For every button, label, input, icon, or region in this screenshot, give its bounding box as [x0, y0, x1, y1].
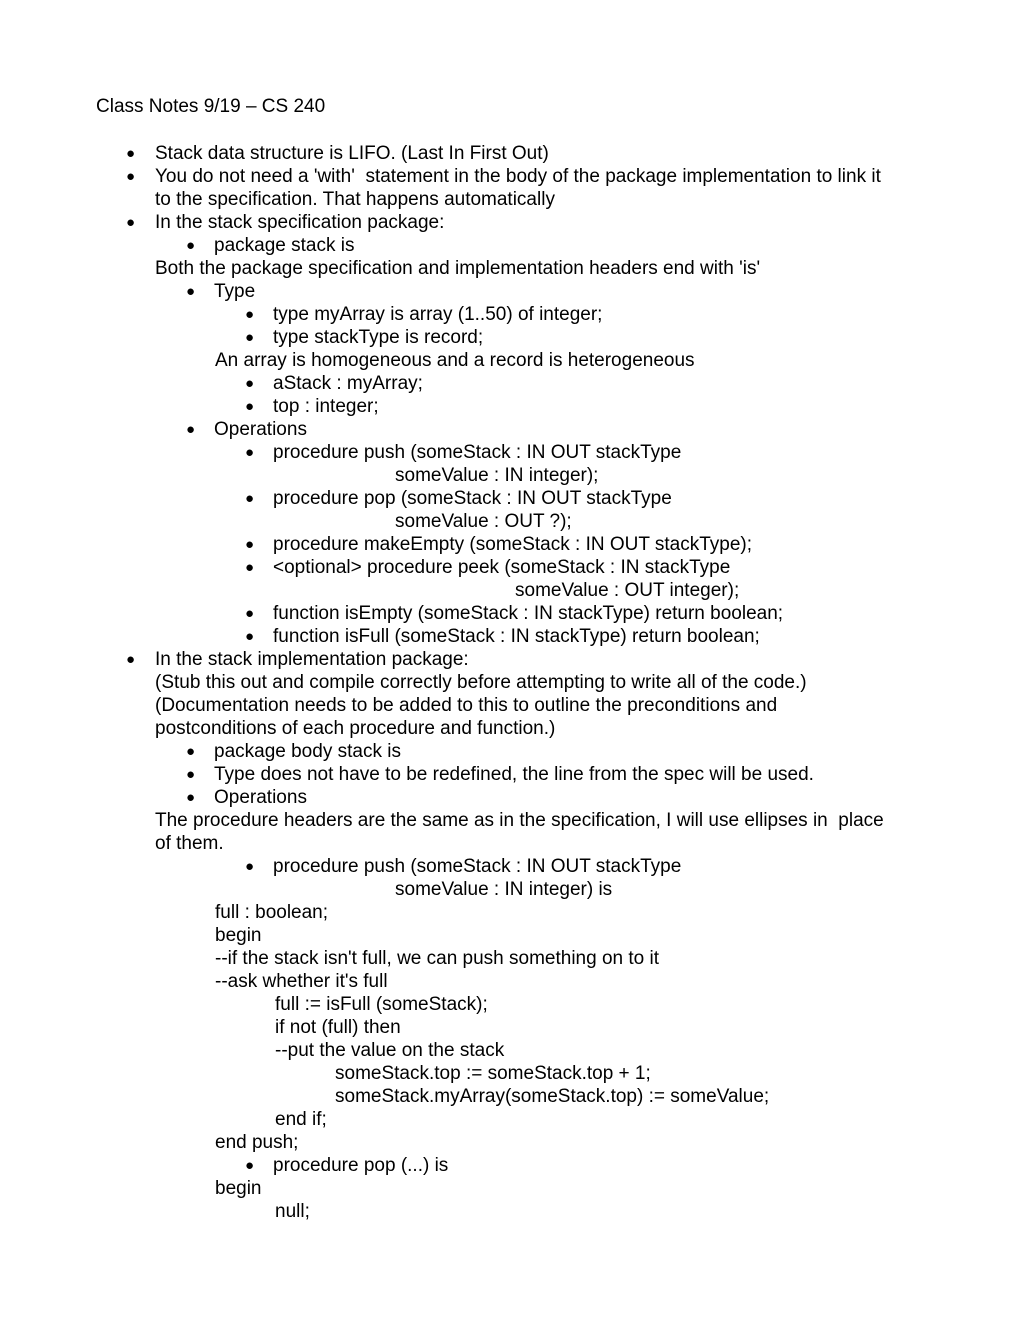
text-line: Type does not have to be redefined, the line from the spec will be used. [214, 764, 814, 785]
bullet-icon: ● [245, 536, 255, 553]
bullet-icon: ● [245, 628, 255, 645]
code-line: null; [275, 1201, 310, 1222]
text-line: postconditions of each procedure and function.) [155, 718, 556, 739]
text-line: procedure push (someStack : IN OUT stackType [273, 856, 682, 877]
bullet-icon: ● [245, 398, 255, 415]
bullet-icon: ● [126, 145, 136, 162]
text-line: Both the package specification and implementation headers end with 'is' [155, 258, 761, 279]
page-title: Class Notes 9/19 – CS 240 [96, 96, 326, 117]
bullet-icon: ● [186, 421, 196, 438]
text-line: package body stack is [214, 741, 401, 762]
text-line: In the stack implementation package: [155, 649, 469, 670]
text-line: of them. [155, 833, 224, 854]
text-line: procedure makeEmpty (someStack : IN OUT stackType); [273, 534, 753, 555]
bullet-icon: ● [245, 605, 255, 622]
code-line: someStack.top := someStack.top + 1; [335, 1063, 651, 1084]
bullet-icon: ● [245, 1157, 255, 1174]
text-line: someValue : IN integer); [395, 465, 599, 486]
text-line: (Stub this out and compile correctly before attempting to write all of the code.) [155, 672, 807, 693]
bullet-icon: ● [186, 766, 196, 783]
bullet-icon: ● [245, 306, 255, 323]
code-line: end push; [215, 1132, 299, 1153]
text-line: You do not need a 'with' statement in the body of the package implementation to link it [155, 166, 881, 187]
text-line: Stack data structure is LIFO. (Last In First Out) [155, 143, 549, 164]
code-line: end if; [275, 1109, 327, 1130]
bullet-icon: ● [245, 329, 255, 346]
text-line: <optional> procedure peek (someStack : IN stackType [273, 557, 731, 578]
text-line: aStack : myArray; [273, 373, 423, 394]
text-line: Type [214, 281, 256, 302]
text-line: procedure pop (someStack : IN OUT stackType [273, 488, 672, 509]
text-line: procedure push (someStack : IN OUT stackType [273, 442, 682, 463]
bullet-icon: ● [245, 375, 255, 392]
text-line: (Documentation needs to be added to this to outline the preconditions and [155, 695, 778, 716]
code-line: --if the stack isn't full, we can push something on to it [215, 948, 660, 969]
text-line: package stack is [214, 235, 355, 256]
code-line: --put the value on the stack [275, 1040, 505, 1061]
text-line: In the stack specification package: [155, 212, 445, 233]
code-line: begin [215, 925, 262, 946]
text-line: top : integer; [273, 396, 379, 417]
bullet-icon: ● [245, 559, 255, 576]
text-line: to the specification. That happens automatically [155, 189, 555, 210]
code-line: if not (full) then [275, 1017, 401, 1038]
bullet-icon: ● [186, 237, 196, 254]
text-line: Operations [214, 787, 307, 808]
bullet-icon: ● [186, 283, 196, 300]
bullet-icon: ● [245, 444, 255, 461]
text-line: The procedure headers are the same as in the specification, I will use ellipses in place [155, 810, 884, 831]
code-line: full := isFull (someStack); [275, 994, 488, 1015]
bullet-icon: ● [126, 214, 136, 231]
code-line: --ask whether it's full [215, 971, 388, 992]
text-line: procedure pop (...) is [273, 1155, 449, 1176]
text-line: someValue : IN integer) is [395, 879, 613, 900]
text-line: function isEmpty (someStack : IN stackType) return boolean; [273, 603, 784, 624]
text-line: type stackType is record; [273, 327, 484, 348]
text-line: type myArray is array (1..50) of integer; [273, 304, 603, 325]
text-line: Operations [214, 419, 307, 440]
bullet-icon: ● [126, 651, 136, 668]
text-line: someValue : OUT integer); [515, 580, 740, 601]
text-line: function isFull (someStack : IN stackType) return boolean; [273, 626, 760, 647]
bullet-icon: ● [245, 858, 255, 875]
bullet-icon: ● [186, 789, 196, 806]
text-line: An array is homogeneous and a record is heterogeneous [215, 350, 695, 371]
bullet-icon: ● [186, 743, 196, 760]
code-line: full : boolean; [215, 902, 329, 923]
text-line: someValue : OUT ?); [395, 511, 572, 532]
code-line: begin [215, 1178, 262, 1199]
code-line: someStack.myArray(someStack.top) := someValue; [335, 1086, 770, 1107]
bullet-icon: ● [245, 490, 255, 507]
bullet-icon: ● [126, 168, 136, 185]
